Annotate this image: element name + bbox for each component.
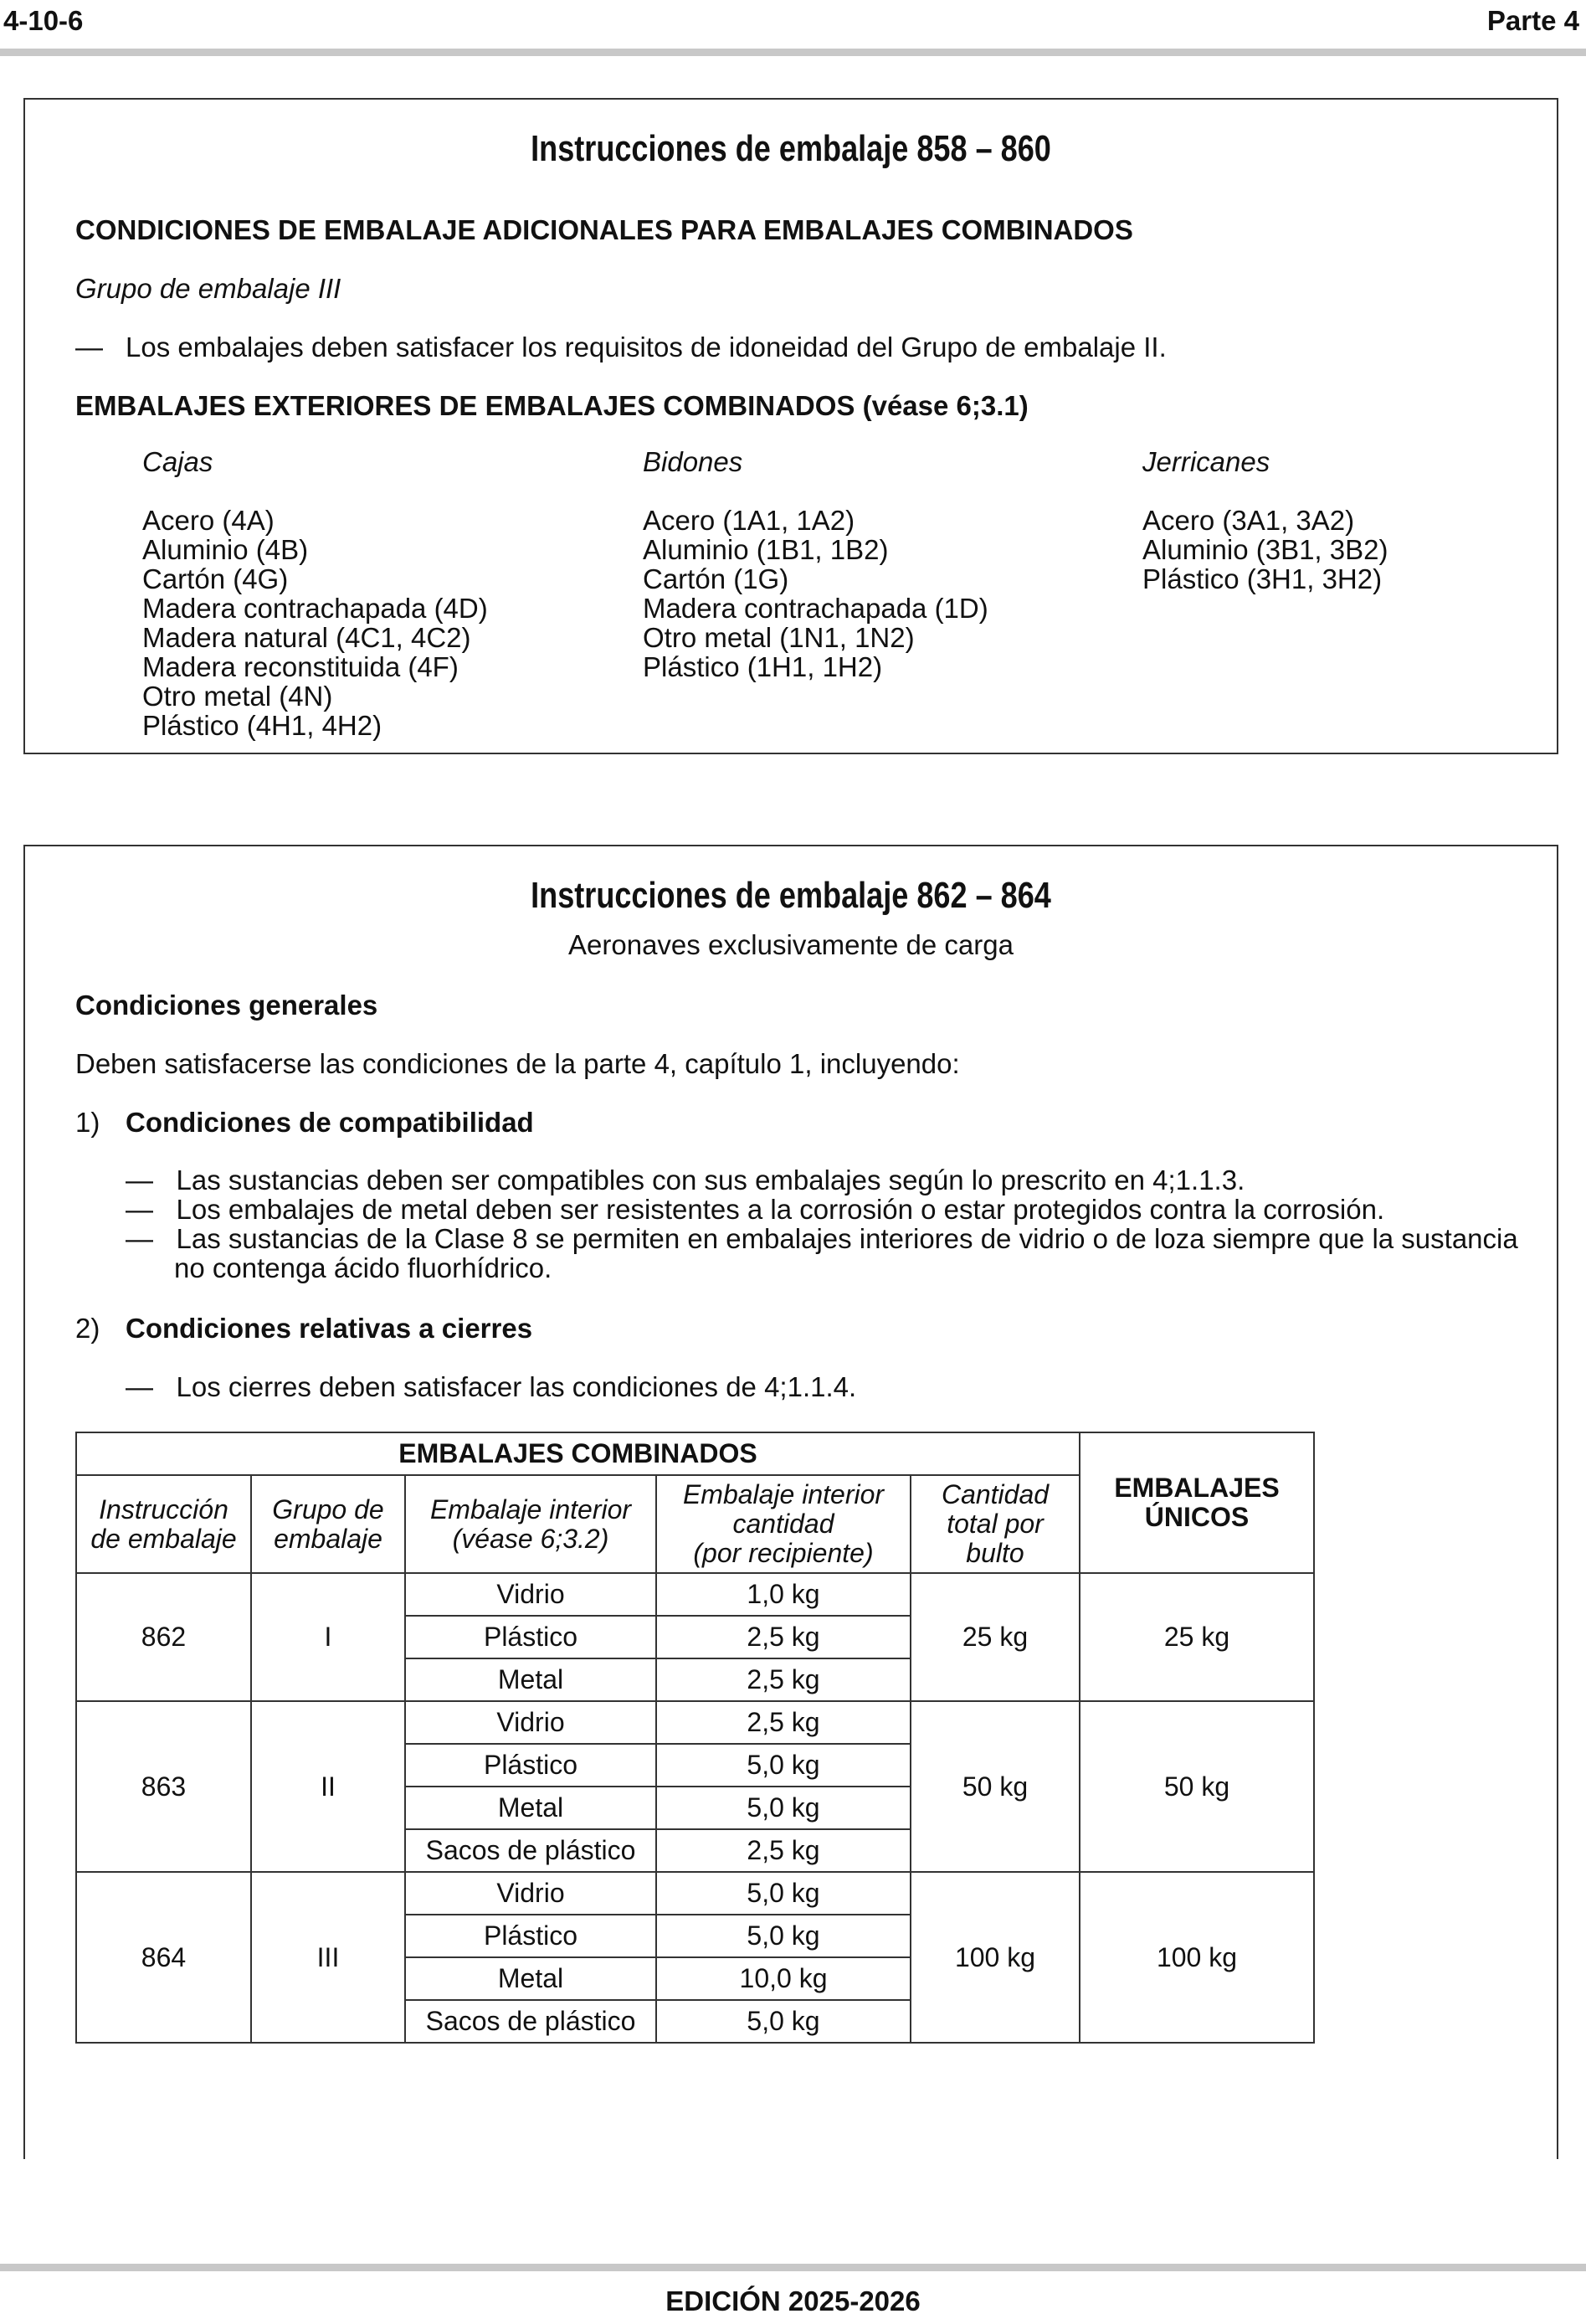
instruction-cell: 864 — [76, 1872, 251, 2043]
column-drums — [643, 447, 988, 681]
intro-text: Deben satisfacerse las condiciones de la parte 4, capítulo 1, incluyendo: — [75, 1048, 960, 1079]
page-footer-rule — [0, 2264, 1586, 2271]
list-item: Madera contrachapada (1D) — [643, 593, 988, 624]
general-conditions-heading: Condiciones generales — [75, 990, 378, 1021]
list-item: Aluminio (3B1, 3B2) — [1142, 534, 1388, 565]
inner-packaging-cell: Plástico — [405, 1915, 656, 1957]
list-item: Otro metal (4N) — [142, 681, 333, 712]
instruction-cell: 863 — [76, 1701, 251, 1872]
packing-group-cell: I — [251, 1573, 405, 1701]
list-item: Madera natural (4C1, 4C2) — [142, 622, 471, 653]
packing-table — [75, 1432, 1315, 2044]
packing-instruction-box-858-860 — [23, 98, 1558, 754]
inner-packaging-cell: Plástico — [405, 1616, 656, 1658]
column-header: Bidones — [643, 446, 743, 477]
list-item: Cartón (4G) — [142, 563, 289, 594]
inner-quantity-cell: 5,0 kg — [656, 1872, 911, 1915]
inner-quantity-cell: 10,0 kg — [656, 1957, 911, 2000]
column-header: Cajas — [142, 446, 213, 477]
inner-quantity-cell: 1,0 kg — [656, 1573, 911, 1616]
inner-quantity-cell: 2,5 kg — [656, 1701, 911, 1744]
packing-group-cell: III — [251, 1872, 405, 2043]
closures-heading: Condiciones relativas a cierres — [126, 1313, 533, 1344]
additional-conditions-heading: CONDICIONES DE EMBALAJE ADICIONALES PARA EMBALAJES COMBINADOS — [75, 214, 1133, 245]
inner-quantity-cell: 5,0 kg — [656, 1915, 911, 1957]
inner-quantity-cell: 5,0 kg — [656, 2000, 911, 2043]
dash: — — [126, 1165, 153, 1195]
packing-group-label: Grupo de embalaje III — [75, 273, 341, 304]
inner-col-header: Embalaje interior (véase 6;3.2) — [405, 1475, 656, 1573]
table-row — [76, 1701, 1314, 1744]
single-packaging-cell: 50 kg — [1080, 1701, 1314, 1872]
list-item: Cartón (1G) — [643, 563, 789, 594]
column-header: Jerricanes — [1142, 446, 1270, 477]
column-jerricans — [1142, 447, 1388, 594]
inner-packaging-cell: Vidrio — [405, 1701, 656, 1744]
list-item: Plástico (3H1, 3H2) — [1142, 563, 1383, 594]
single-packaging-cell: 100 kg — [1080, 1872, 1314, 2043]
quantity-col-header: Embalaje interior cantidad (por recipiente) — [656, 1475, 911, 1573]
inner-packaging-cell: Metal — [405, 1787, 656, 1829]
inner-packaging-cell: Plástico — [405, 1744, 656, 1787]
list-item: — Las sustancias deben ser compatibles con sus embalajes según lo prescrito en 4;1.1.3. — [126, 1165, 1245, 1195]
page-number: 4-10-6 — [3, 5, 84, 36]
column-boxes — [142, 447, 488, 740]
section-title: Instrucciones de embalaje 862 – 864 — [531, 875, 1051, 916]
list-item: Plástico (4H1, 4H2) — [142, 710, 382, 741]
inner-packaging-cell: Metal — [405, 1658, 656, 1701]
item-number: 2) — [75, 1313, 100, 1344]
combination-packagings-header: EMBALAJES COMBINADOS — [76, 1432, 1080, 1475]
packing-group-cell: II — [251, 1701, 405, 1872]
list-item: Madera reconstituida (4F) — [142, 651, 459, 682]
list-item: Acero (1A1, 1A2) — [643, 505, 855, 536]
list-item: Aluminio (4B) — [142, 534, 309, 565]
list-item: Plástico (1H1, 1H2) — [643, 651, 883, 682]
compatibility-heading: Condiciones de compatibilidad — [126, 1107, 534, 1138]
list-item: Otro metal (1N1, 1N2) — [643, 622, 915, 653]
part-label: Parte 4 — [1486, 5, 1579, 36]
inner-packaging-cell: Vidrio — [405, 1872, 656, 1915]
compatibility-list — [126, 1165, 1518, 1283]
list-item: Acero (3A1, 3A2) — [1142, 505, 1355, 536]
inner-quantity-cell: 2,5 kg — [656, 1658, 911, 1701]
total-quantity-cell: 25 kg — [911, 1573, 1080, 1701]
closures-item: — Los cierres deben satisfacer las condiciones de 4;1.1.4. — [126, 1371, 857, 1402]
inner-packaging-cell: Sacos de plástico — [405, 1829, 656, 1872]
page-header — [0, 0, 1586, 56]
edition-label: EDICIÓN 2025-2026 — [665, 2285, 921, 2316]
list-item: Acero (4A) — [142, 505, 275, 536]
outer-packagings-heading: EMBALAJES EXTERIORES DE EMBALAJES COMBINADOS (véase 6;3.1) — [75, 390, 1029, 421]
table-row — [76, 1573, 1314, 1616]
inner-quantity-cell: 5,0 kg — [656, 1744, 911, 1787]
dash: — — [75, 332, 103, 362]
list-item: no contenga ácido fluorhídrico. — [174, 1252, 552, 1283]
single-packagings-header: EMBALAJES ÚNICOS — [1080, 1432, 1314, 1573]
inner-quantity-cell: 5,0 kg — [656, 1787, 911, 1829]
dash: — — [126, 1194, 153, 1225]
item-number: 1) — [75, 1107, 100, 1138]
packing-instruction-box-862-864 — [23, 845, 1558, 2159]
inner-packaging-cell: Metal — [405, 1957, 656, 2000]
list-item: Aluminio (1B1, 1B2) — [643, 534, 889, 565]
dash: — — [126, 1371, 153, 1402]
section-title: Instrucciones de embalaje 858 – 860 — [531, 128, 1051, 169]
requirement-text: Los embalajes deben satisfacer los requisitos de idoneidad del Grupo de embalaje II. — [126, 332, 1167, 362]
list-item: — Las sustancias de la Clase 8 se permiten en embalajes interiores de vidrio o de loza siempre que la sustancia — [126, 1223, 1518, 1254]
inner-packaging-cell: Vidrio — [405, 1573, 656, 1616]
list-item: Madera contrachapada (4D) — [142, 593, 488, 624]
group-col-header: Grupo de embalaje — [251, 1475, 405, 1573]
list-item: — Los embalajes de metal deben ser resistentes a la corrosión o estar protegidos contra la corrosión. — [126, 1194, 1385, 1225]
total-quantity-cell: 100 kg — [911, 1872, 1080, 2043]
table-row — [76, 1872, 1314, 1915]
instruction-col-header: Instrucción de embalaje — [76, 1475, 251, 1573]
inner-packaging-cell: Sacos de plástico — [405, 2000, 656, 2043]
single-packaging-cell: 25 kg — [1080, 1573, 1314, 1701]
inner-quantity-cell: 2,5 kg — [656, 1616, 911, 1658]
section-subtitle: Aeronaves exclusivamente de carga — [568, 929, 1014, 960]
total-quantity-cell: 50 kg — [911, 1701, 1080, 1872]
inner-quantity-cell: 2,5 kg — [656, 1829, 911, 1872]
dash: — — [126, 1223, 153, 1254]
total-col-header: Cantidad total por bulto — [911, 1475, 1080, 1573]
instruction-cell: 862 — [76, 1573, 251, 1701]
